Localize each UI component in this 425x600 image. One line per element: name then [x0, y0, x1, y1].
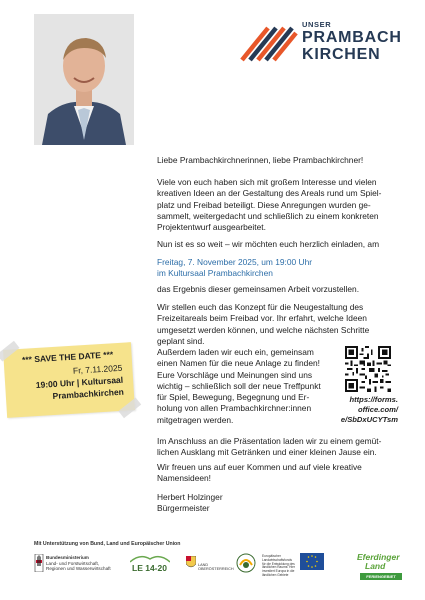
note-town: Prambachkirchen: [52, 386, 125, 402]
paragraph-result: das Ergebnis dieser gemeinsamen Arbeit vorzustellen.: [157, 284, 360, 294]
event-details: [157, 257, 312, 280]
unser-prambachkirchen-logo: [240, 18, 402, 68]
form-link-line: e/SbDxUCYTsm: [340, 415, 398, 424]
le-logo-text: LE 14-20: [132, 563, 167, 573]
leader-logo-icon: [236, 553, 256, 573]
paragraph-line: platz und Freibad beteiligt. Diese Anregungen wurden ge-: [157, 199, 371, 210]
logo-stripes-icon: [240, 20, 298, 62]
paragraph-line: einen Namen für die neue Anlage zu finden!: [157, 358, 320, 369]
qr-code[interactable]: [345, 346, 391, 392]
paragraph-line: Im Anschluss an die Präsentation laden wir zu einem gemüt-: [157, 436, 382, 446]
paragraph-closing: [157, 436, 381, 459]
paragraph-line: holung von allen Prambachkirchner:innen: [157, 403, 312, 414]
ooe-line: OBERÖSTERREICH: [198, 567, 234, 572]
eferding-sub-badge: FERIENGEBIET: [360, 573, 402, 580]
eu-fund-text: Europäischer Landwirtschaftsfonds für die Entwicklung des ländlichen Raums: Hier investiert Europa in die ländlichen Gebiete: [262, 554, 295, 577]
form-link-line: https://forms.: [349, 395, 398, 404]
logo-prambach-text: PRAMBACH: [302, 29, 402, 46]
paragraph-line: wichtig – schließlich soll der neue Treffpunkt: [157, 380, 321, 391]
paragraph-line: sammelt, weitergedacht und schließlich zu einem konkreten: [157, 210, 379, 221]
signature: [157, 492, 223, 515]
save-the-date-note: [3, 342, 135, 418]
ooe-shield-icon: [186, 556, 196, 570]
logo-unser-text: UNSER: [302, 20, 332, 29]
bmf-line: Land- und Forstwirtschaft,: [46, 560, 100, 566]
paragraph-line: mitgetragen werden.: [157, 414, 234, 425]
signature-title: Bürgermeister: [157, 503, 210, 514]
paragraph-line: Viele von euch haben sich mit großem Interesse und vielen: [157, 177, 377, 187]
paragraph-naming: [157, 347, 321, 426]
paragraph-thanks: [157, 462, 362, 485]
ooe-line: LAND: [198, 563, 209, 567]
bmf-logo-text: [46, 555, 111, 572]
paragraph-invite: Nun ist es so weit – wir möchten euch herzlich einladen, am: [157, 239, 380, 249]
paragraph-line: umgesetzt werden können, und welche nächsten Schritte: [157, 324, 370, 335]
form-link[interactable]: [332, 395, 398, 425]
austria-eagle-icon: [34, 554, 44, 572]
event-location: im Kultursaal Prambachkirchen: [157, 268, 273, 279]
paragraph-line: lichen Ausklang mit Getränken und einer kleinen Jause ein.: [157, 447, 377, 458]
eferding-line: Eferdinger: [357, 552, 400, 562]
logo-kirchen-text: KIRCHEN: [302, 46, 381, 63]
tape-strip: [118, 397, 141, 418]
form-link-line: office.com/: [358, 405, 398, 414]
greeting: Liebe Prambachkirchnerinnen, liebe Prambachkirchner!: [157, 155, 364, 165]
paragraph-line: kreativen Ideen an der Gestaltung des Areals rund um Spiel-: [157, 188, 382, 199]
ooe-logo-text: [198, 563, 234, 572]
event-date: Freitag, 7. November 2025, um 19:00 Uhr: [157, 257, 313, 267]
note-date: Fr, 7.11.2025: [72, 362, 123, 376]
paragraph-line: Freizeitareals beim Freibad vor. Ihr erfahrt, welche Ideen: [157, 313, 367, 324]
note-title: *** SAVE THE DATE ***: [21, 349, 114, 365]
paragraph-intro: [157, 177, 381, 233]
bmf-line: Bundesministerium: [46, 555, 89, 560]
paragraph-concept: [157, 302, 369, 347]
paragraph-line: Projektentwurf ausgearbeitet.: [157, 222, 266, 233]
paragraph-line: für Spiel, Bewegung, Begegnung und Er-: [157, 392, 310, 403]
footer-support-title: Mit Unterstützung von Bund, Land und Europäischer Union: [34, 541, 181, 547]
paragraph-line: Wir freuen uns auf euer Kommen und auf viele kreative: [157, 462, 362, 472]
signature-name: Herbert Holzinger: [157, 492, 223, 502]
paragraph-line: Außerdem laden wir euch ein, gemeinsam: [157, 347, 314, 357]
bmf-line: Regionen und Wasserwirtschaft: [46, 566, 111, 572]
paragraph-line: Eure Vorschläge und Meinungen sind uns: [157, 369, 313, 380]
paragraph-line: geplant sind.: [157, 335, 205, 346]
paragraph-line: Wir stellen euch das Konzept für die Neugestaltung des: [157, 302, 364, 312]
note-time-venue: 19:00 Uhr | Kultursaal: [35, 374, 124, 391]
eu-flag-icon: [300, 553, 324, 570]
paragraph-line: Namensideen!: [157, 473, 212, 484]
portrait-photo: [34, 14, 134, 145]
le-leaf-icon: [130, 553, 170, 563]
eferding-line: Land: [365, 561, 386, 571]
eferdinger-land-logo: [357, 553, 400, 571]
